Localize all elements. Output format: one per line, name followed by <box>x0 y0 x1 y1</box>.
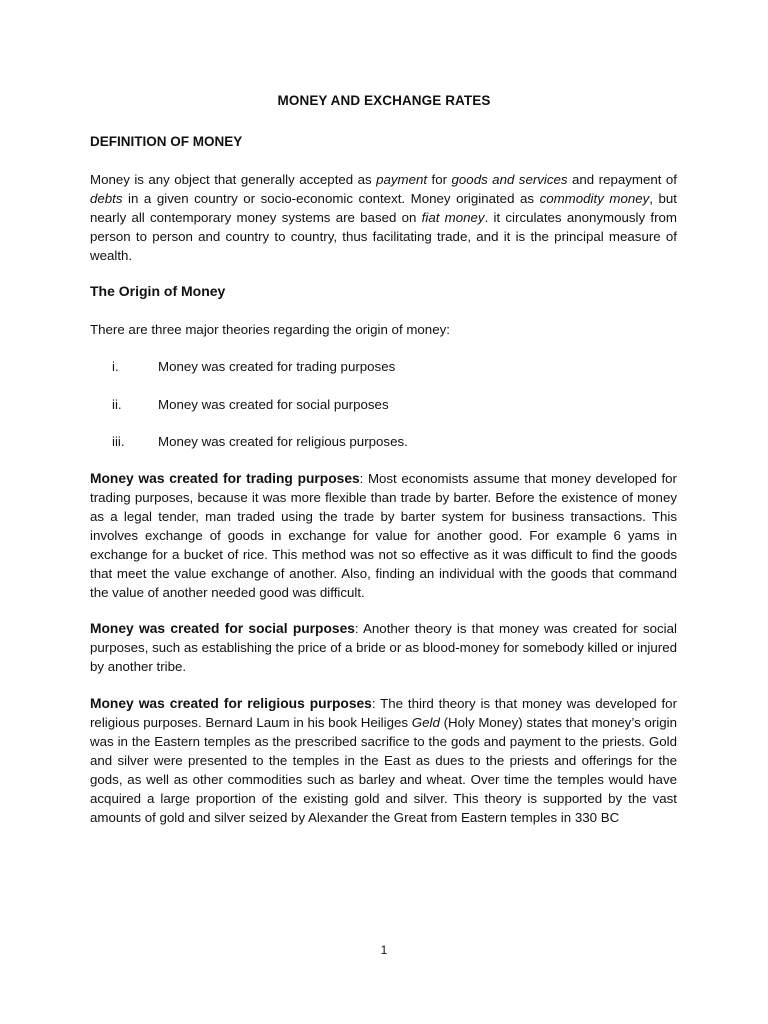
definition-italic: goods and services <box>451 172 568 187</box>
definition-italic: fiat money <box>421 210 485 225</box>
religious-lead: Money was created for religious purposes <box>90 696 372 711</box>
list-number: ii. <box>112 397 122 412</box>
origin-heading: The Origin of Money <box>90 283 226 299</box>
list-item <box>90 432 677 451</box>
trading-body: : Most economists assume that money developed for trading purposes, because it was more flexible than trade by barter. Before the existence of money as a legal tender, man traded using the trade by barter system for business transactions. This involves exchange of goods in exchange for value for another good. For example 6 yams in exchange for a bucket of rice. This method was not so effective as it was difficult to find the goods that meet the value exchange of another. Also, finding an individual with the goods that command the value of another needed good was difficult. <box>90 471 677 600</box>
page-number: 1 <box>380 943 388 957</box>
definition-text: in a given country or socio-economic context. Money originated as <box>122 191 540 206</box>
definition-paragraph <box>90 170 677 265</box>
definition-italic: debts <box>90 191 123 206</box>
religious-italic: Geld <box>411 715 440 730</box>
definition-text: and repayment of <box>567 172 677 187</box>
social-lead: Money was created for social purposes <box>90 621 355 636</box>
list-text: Money was created for social purposes <box>158 397 389 412</box>
definition-italic: payment <box>376 172 428 187</box>
religious-paragraph <box>90 694 677 827</box>
list-item <box>90 357 677 376</box>
definition-text: for <box>427 172 452 187</box>
list-item <box>90 395 677 414</box>
trading-paragraph <box>90 469 677 602</box>
definition-italic: commodity money <box>539 191 650 206</box>
social-paragraph <box>90 619 677 676</box>
trading-lead: Money was created for trading purposes <box>90 471 360 486</box>
religious-text: : The third theory is that money was developed for religious purposes. Bernard Laum in his book Heiliges <box>90 696 677 730</box>
section-heading: DEFINITION OF MONEY <box>90 134 243 149</box>
definition-text: . it circulates anonymously from person to person and country to country, thus facilitating trade, and it is the principal measure of wealth. <box>90 210 677 263</box>
list-number: i. <box>112 359 119 374</box>
religious-text: (Holy Money) states that money’s origin was in the Eastern temples as the prescribed sacrifice to the gods and payment to the priests. Gold and silver were presented to the temples in the East as dues to the priests and offerings for the gods, as well as other commodities such as barley and wheat. Over time the temples would have acquired a large proportion of the existing gold and silver. This theory is supported by the vast amounts of gold and silver seized by Alexander the Great from Eastern temples in 330 BC <box>90 715 677 825</box>
document-title: MONEY AND EXCHANGE RATES <box>277 93 491 108</box>
definition-text: , but nearly all contemporary money systems are based on <box>90 191 677 225</box>
list-number: iii. <box>112 434 125 449</box>
definition-text: Money is any object that generally accepted as <box>90 172 377 187</box>
list-text: Money was created for religious purposes. <box>158 434 408 449</box>
list-text: Money was created for trading purposes <box>158 359 396 374</box>
social-body: : Another theory is that money was created for social purposes, such as establishing the price of a bride or as blood-money for somebody killed or injured by another tribe. <box>90 621 677 674</box>
origin-intro: There are three major theories regarding the origin of money: <box>90 322 450 337</box>
